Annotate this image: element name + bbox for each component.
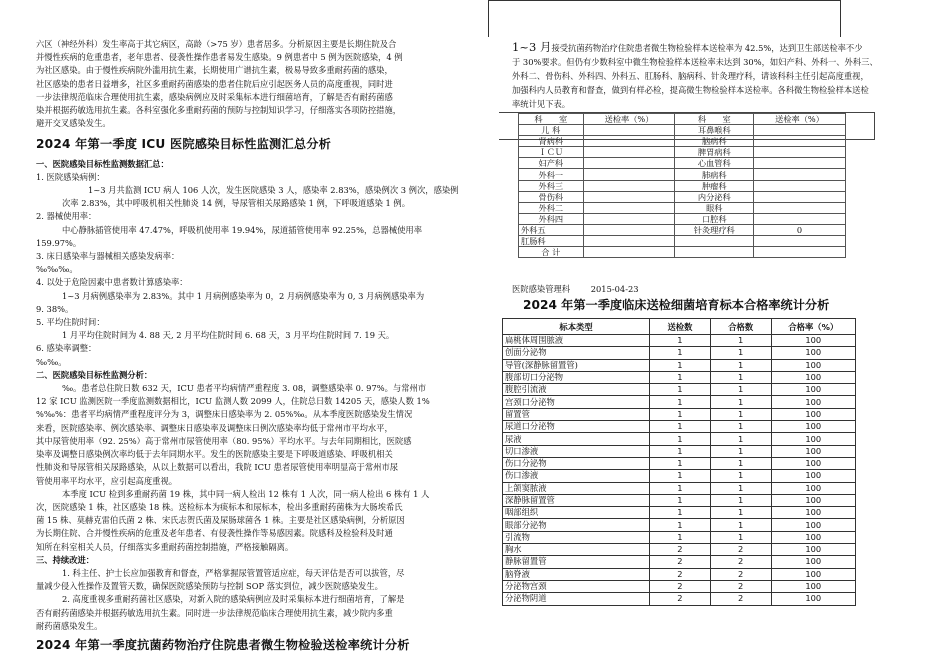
table-cell: 骨伤科 [519, 191, 584, 202]
table-cell: 100 [771, 580, 855, 592]
table-cell: 肾病科 [519, 136, 584, 147]
table-cell: 1 [650, 519, 711, 531]
text-line: 次，医院感染 1 株，社区感染 18 株。送检标本为痰标本和尿标本，检出多重耐药菌株为大肠埃希氏 [36, 501, 403, 512]
top-left-border [488, 0, 489, 37]
table-cell: 腹腔引流液 [503, 384, 650, 396]
table-row [503, 580, 856, 592]
text-line: 1~3 月共监测 ICU 病人 106 人次，发生医院感染 3 人，感染率 2.83%，感染例次 3 例次，感染例 [88, 185, 459, 196]
table-cell: 1 [710, 494, 771, 506]
text-line: 接受抗菌药物治疗住院患者微生物检验样本送检率为 42.5%，达到卫生部送检率不少 [551, 43, 863, 53]
table-cell: 妇产科 [519, 158, 584, 169]
table-cell: 1 [710, 470, 771, 482]
text-line: 菌 15 株、莫赫克雷伯氏菌 2 株、宋氏志贺氏菌及屎肠球菌各 1 株。主要是社区感染病例，分析原因 [36, 515, 405, 526]
column-header: 合格率（%） [771, 319, 855, 335]
table-row [503, 347, 856, 359]
table-cell: 外科五 [519, 224, 584, 235]
table-cell: 1 [710, 421, 771, 433]
table-cell: 100 [771, 470, 855, 482]
table-cell: 1 [710, 531, 771, 543]
table-cell: 100 [771, 519, 855, 531]
text-line [512, 40, 912, 55]
table-cell: 导管(深静脉留置管) [503, 359, 650, 371]
table-cell: 扁桃体周围脓液 [503, 335, 650, 347]
table-cell: 100 [771, 457, 855, 469]
table-cell: 100 [771, 408, 855, 420]
table-cell: 1 [650, 335, 711, 347]
table-row [503, 421, 856, 433]
table-row [503, 482, 856, 494]
text-line: 否有耐药菌感染并根据药敏选用抗生素。同时进一步法律规范临床合理使用抗生素，减少院内多重 [36, 607, 393, 618]
table-cell [583, 224, 675, 235]
column-header: 标本类型 [503, 319, 650, 335]
table-cell: 1 [650, 371, 711, 383]
table-cell: 脑脊液 [503, 568, 650, 580]
heading-icu-analysis: 2024 年第一季度 ICU 医院感染目标性监测汇总分析 [36, 137, 331, 152]
heading-antibiotic-analysis: 2024 年第一季度抗菌药物治疗住院患者微生物检验送检率统计分析 [36, 637, 410, 652]
table-cell: 创面分泌物 [503, 347, 650, 359]
table-cell: 切口渗液 [503, 445, 650, 457]
table-cell: 100 [771, 359, 855, 371]
table-cell: 胸水 [503, 544, 650, 556]
table-cell: 外科二 [519, 202, 584, 213]
table-cell: 100 [771, 544, 855, 556]
text-line: 中心静脉插管使用率 47.47%，呼吸机使用率 19.94%，尿道插管使用率 92.25%，总器械使用率 [62, 224, 423, 235]
table-cell [583, 125, 675, 136]
table-cell: 1 [650, 457, 711, 469]
text-line: 外科二、骨伤科、外科四、外科五、肛肠科、脑病科、针灸理疗科，请该科科主任引起高度重视， [512, 71, 869, 81]
table-cell [583, 213, 675, 224]
table-cell: 1 [710, 359, 771, 371]
column-header: 合格数 [710, 319, 771, 335]
text-line: 避开交叉感染发生。 [36, 118, 111, 129]
table-row [503, 507, 856, 519]
table-row [503, 531, 856, 543]
text-line: 为长期住院、合并慢性疾病的危重及老年患者、有侵袭性操作等易感因素。院感科及检验科及时通 [36, 528, 393, 539]
table-cell: 留置管 [503, 408, 650, 420]
table-cell: 儿 科 [519, 125, 584, 136]
table-row [519, 247, 846, 258]
table-cell: 100 [771, 384, 855, 396]
table-cell [583, 202, 675, 213]
table-row [503, 335, 856, 347]
text-line: 9. 38%。 [36, 303, 74, 314]
table-cell: 1 [710, 335, 771, 347]
table-row [503, 384, 856, 396]
item6-text: ‰‰。 [36, 356, 67, 367]
text-line: 来看，医院感染率、例次感染率、调整床日感染率及调整床日例次感染率均低于常州市平均水平， [36, 422, 393, 433]
section3-title: 三、持续改进： [36, 554, 95, 565]
text-line: %‰%：患者平均病情严重程度评分为 3，调整床日感染率为 2. 05%‰。从本季度医院感染发生情况 [36, 409, 413, 420]
table-cell: 深静脉留置管 [503, 494, 650, 506]
table-cell: 1 [710, 347, 771, 359]
table-cell: 外科四 [519, 213, 584, 224]
table-row [519, 191, 846, 202]
table-cell [754, 125, 846, 136]
table-cell: 1 [710, 482, 771, 494]
table-cell: 1 [650, 384, 711, 396]
table-cell: 1 [710, 396, 771, 408]
department-rate-table [518, 113, 846, 258]
table-cell: 2 [710, 556, 771, 568]
table-cell: 1 [650, 421, 711, 433]
table-cell: 1 [650, 531, 711, 543]
table-cell: 眼部分泌物 [503, 519, 650, 531]
table-cell [675, 247, 754, 258]
table-cell: 1 [710, 507, 771, 519]
table-cell: ＩＣＵ [519, 147, 584, 158]
table-row [503, 408, 856, 420]
table-cell: 腹部切口分泌物 [503, 371, 650, 383]
specimen-qualification-table [502, 318, 856, 606]
text-line: 染率及调整日感染例次率均低于去年同期水平。发生的医院感染主要是下呼吸道感染、呼吸机相关 [36, 449, 393, 460]
text-line: ‰。患者总住院日数 632 天，ICU 患者平均病情严重程度 3. 08，调整感染率 0. 97%。与常州市 [62, 383, 427, 394]
text-line: 并慢性疾病的危重患者，老年患者、侵袭性操作患者易发生感染。9 例患者中 5 例为医院感染，4 例 [36, 52, 403, 63]
table-cell [754, 202, 846, 213]
table-row [503, 359, 856, 371]
table-cell: 伤口渗液 [503, 470, 650, 482]
table-cell: 2 [650, 556, 711, 568]
table-cell [675, 236, 754, 247]
table-cell: 1 [650, 445, 711, 457]
table-cell: 上颌窦脓液 [503, 482, 650, 494]
table-cell: 1 [650, 507, 711, 519]
table-cell: 2 [710, 544, 771, 556]
text-line: 社区感染的患者日益增多，社区多重耐药菌感染的患者住院后应引起医务人员的高度重视，同时进 [36, 78, 393, 89]
table-row [503, 519, 856, 531]
table-cell: 肿瘤科 [675, 180, 754, 191]
table-row [519, 202, 846, 213]
table-cell: 内分泌科 [675, 191, 754, 202]
table-cell: 尿液 [503, 433, 650, 445]
text-line: 染并根据药敏选用抗生素。各科室强化多重耐药菌的预防与控制知识学习，仔细落实各项防控措施， [36, 105, 402, 116]
table-cell: 脾胃病科 [675, 147, 754, 158]
table-cell [754, 191, 846, 202]
table-cell [583, 158, 675, 169]
section3-text [36, 567, 476, 633]
item3-text: ‰‰‰。 [36, 264, 78, 275]
table-cell: 1 [710, 519, 771, 531]
table-row [519, 180, 846, 191]
table-cell: 100 [771, 433, 855, 445]
table-cell: 合 计 [519, 247, 584, 258]
text-line: 一步法律规范临床合理使用抗生素，感染病例应及时采集标本进行细菌培育，了解是否有耐药菌感 [36, 91, 393, 102]
section1-title: 一、医院感染目标性监测数据汇总： [36, 158, 169, 169]
table-cell [754, 180, 846, 191]
table-cell: 引流物 [503, 531, 650, 543]
text-line: 次率 2.83%，其中呼吸机相关性肺炎 14 例，导尿管相关尿路感染 1 例，下呼吸道感染 1 例。 [62, 198, 411, 209]
table-cell: 100 [771, 482, 855, 494]
table-cell [754, 169, 846, 180]
table-cell: 100 [771, 421, 855, 433]
table-cell: 100 [771, 371, 855, 383]
table-cell: 1 [710, 433, 771, 445]
table-cell: 2 [650, 544, 711, 556]
table-cell: 耳鼻喉科 [675, 125, 754, 136]
table-cell: 1 [710, 384, 771, 396]
column-header: 科 室 [519, 114, 584, 125]
item3-title: 3. 床日感染率与器械相关感染发病率： [36, 251, 180, 262]
table-cell: 1 [650, 396, 711, 408]
table-row [503, 556, 856, 568]
column-header: 送检率（%） [583, 114, 675, 125]
text-line: 管使用率平均水平，应引起高度重视。 [36, 475, 178, 486]
table-cell [583, 247, 675, 258]
table-row [503, 544, 856, 556]
table-cell: 眼科 [675, 202, 754, 213]
table-row [503, 396, 856, 408]
left-column [36, 38, 476, 658]
table-cell: 1 [650, 470, 711, 482]
heading-specimen-qualification: 2024 年第一季度临床送检细菌培育标本合格率统计分析 [523, 298, 830, 312]
top-right-border [840, 0, 841, 37]
table-cell: 肺病科 [675, 169, 754, 180]
table-cell [583, 191, 675, 202]
table-row [519, 236, 846, 247]
text-line: 性肺炎和导尿管相关尿路感染，从以上数据可以看出，我院 ICU 患者尿管使用率明显高于常州市尿 [36, 462, 399, 473]
text-line: 12 家 ICU 监测医院一季度监测数据相比，ICU 监测人数 2099 人，住院总日数 14205 天，感染人数 1% [36, 396, 430, 407]
table-cell: 针灸理疗科 [675, 224, 754, 235]
table-cell: 1 [710, 457, 771, 469]
footer-date: 2015-04-23 [590, 284, 639, 294]
table-cell [583, 169, 675, 180]
table-cell [754, 213, 846, 224]
column-header: 送检率（%） [754, 114, 846, 125]
table-cell: 100 [771, 347, 855, 359]
table-cell: 100 [771, 445, 855, 457]
table-cell: 1 [710, 371, 771, 383]
table-cell [583, 136, 675, 147]
table-cell: 1 [710, 445, 771, 457]
table-cell: 2 [650, 593, 711, 605]
item4-text [36, 290, 476, 316]
table-cell: 100 [771, 531, 855, 543]
item6-title: 6. 感染率调整： [36, 343, 97, 354]
table-cell: 外科一 [519, 169, 584, 180]
table-row [503, 445, 856, 457]
table-row [519, 169, 846, 180]
table-cell: 0 [754, 224, 846, 235]
table-cell [754, 136, 846, 147]
text-line: 量减少侵入性操作及置管天数，确保医院感染预防与控制 SOP 落实到位，减少医院感染发生。 [36, 581, 383, 592]
table-cell [754, 247, 846, 258]
table-row [519, 213, 846, 224]
table-cell: 分泌物阴道 [503, 593, 650, 605]
table-cell: 2 [710, 593, 771, 605]
item1-text [36, 184, 476, 210]
text-line: 其中尿管使用率（92. 25%）高于常州市尿管使用率（80. 95%）平均水平。与去年同期相比，医院感 [36, 435, 412, 446]
text-line: 六区（神经外科）发生率高于其它病区，高龄（>75 岁）患者居多。分析原因主要是长期住院及合 [36, 39, 397, 49]
item1-title: 1. 医院感染病例： [36, 171, 105, 182]
table-cell: 1 [650, 408, 711, 420]
text-line: 2. 高度重视多重耐药菌社区感染，对新入院的感染病例应及时采集标本进行细菌培育，了解是 [62, 594, 405, 605]
table-row [519, 136, 846, 147]
table-cell: 外科三 [519, 180, 584, 191]
text-line: 1~3 月病例感染率为 2.83%。其中 1 月病例感染率为 0，2 月病例感染率为 0, 3 月病例感染率为 [62, 290, 425, 301]
column-header: 科 室 [675, 114, 754, 125]
table-cell: 100 [771, 556, 855, 568]
table-cell [754, 236, 846, 247]
table-row [519, 224, 846, 235]
text-line: 于 30%要求。但仍有少数科室中微生物检验样本送检率未达到 30%，如妇产科、外科一、外科三、 [512, 57, 878, 67]
column-header: 送检数 [650, 319, 711, 335]
table-row [503, 470, 856, 482]
table-row [519, 158, 846, 169]
table-cell [583, 147, 675, 158]
table-row [519, 147, 846, 158]
table-cell: 心血管科 [675, 158, 754, 169]
item4-title: 4. 以处于危险因素中患者数计算感染率： [36, 277, 188, 288]
table-cell: 分泌物宫颈 [503, 580, 650, 592]
table-row [503, 457, 856, 469]
text-line: 加强科内人员教育和督查，做到有样必检，提高微生物检验样本送检率。各科微生物检验样本送检 [512, 85, 869, 95]
table-cell: 1 [710, 408, 771, 420]
item2-text [36, 224, 476, 250]
month-range: 1~3 月 [512, 40, 552, 54]
table-cell: 1 [650, 347, 711, 359]
table-cell: 100 [771, 396, 855, 408]
table-row [503, 568, 856, 580]
table-cell: 肛肠科 [519, 236, 584, 247]
table-cell: 100 [771, 568, 855, 580]
table-cell [583, 180, 675, 191]
table-cell: 100 [771, 507, 855, 519]
table-cell: 100 [771, 335, 855, 347]
section2-title: 二、医院感染目标性监测分析： [36, 369, 153, 380]
report-footer [512, 283, 639, 295]
submission-rate-paragraph [512, 40, 912, 111]
table-cell: 宫颈口分泌物 [503, 396, 650, 408]
footer-dept: 医院感染管理科 [512, 284, 571, 294]
table-cell [583, 236, 675, 247]
table-cell [754, 158, 846, 169]
text-line: 耐药菌感染发生。 [36, 620, 103, 631]
text-line: 为社区感染。由于慢性疾病院外滥用抗生素，长期使用广谱抗生素，极易导致多重耐药菌的感染， [36, 65, 393, 76]
table-row [503, 433, 856, 445]
table-cell: 口腔科 [675, 213, 754, 224]
table-cell: 2 [710, 568, 771, 580]
intro-paragraph [36, 38, 476, 130]
table-cell: 脑病科 [675, 136, 754, 147]
text-line: 本季度 ICU 检到多重耐药菌 19 株，其中同一病人检出 12 株有 1 人次，同一病人检出 6 株有 1 人 [62, 488, 430, 499]
table-cell: 100 [771, 593, 855, 605]
item5-text: 1 月平均住院时间为 4. 88 天, 2 月平均住院时间 6. 68 天，3 月平均住院时间 7. 19 天。 [62, 330, 395, 341]
table-cell: 咽部组织 [503, 507, 650, 519]
table-row [503, 371, 856, 383]
table-cell: 1 [650, 494, 711, 506]
table-cell: 伤口分泌物 [503, 457, 650, 469]
top-border-line [488, 0, 840, 1]
text-line: 1. 科主任、护士长应加强教育和督查，严格掌握尿管置管适应症，每天评估是否可以拔管，尽 [62, 567, 405, 578]
text-line: 知所在科室相关人员，仔细落实多重耐药菌控制措施，严格接触隔离。 [36, 541, 294, 552]
table-cell: 1 [650, 482, 711, 494]
table-cell: 100 [771, 494, 855, 506]
table-cell: 尿道口分泌物 [503, 421, 650, 433]
table-cell: 2 [650, 568, 711, 580]
table-row [503, 494, 856, 506]
table-cell: 2 [650, 580, 711, 592]
text-line: 159.97%。 [36, 237, 82, 248]
table-row [519, 125, 846, 136]
text-line: 率统计见下表。 [512, 99, 571, 109]
table-cell: 静脉留置管 [503, 556, 650, 568]
table-cell: 1 [650, 359, 711, 371]
table-row [503, 593, 856, 605]
section2-text [36, 382, 476, 554]
item2-title: 2. 器械使用率： [36, 211, 97, 222]
item5-title: 5. 平均住院时间： [36, 317, 105, 328]
table-cell [754, 147, 846, 158]
table-cell: 1 [650, 433, 711, 445]
table-cell: 2 [710, 580, 771, 592]
